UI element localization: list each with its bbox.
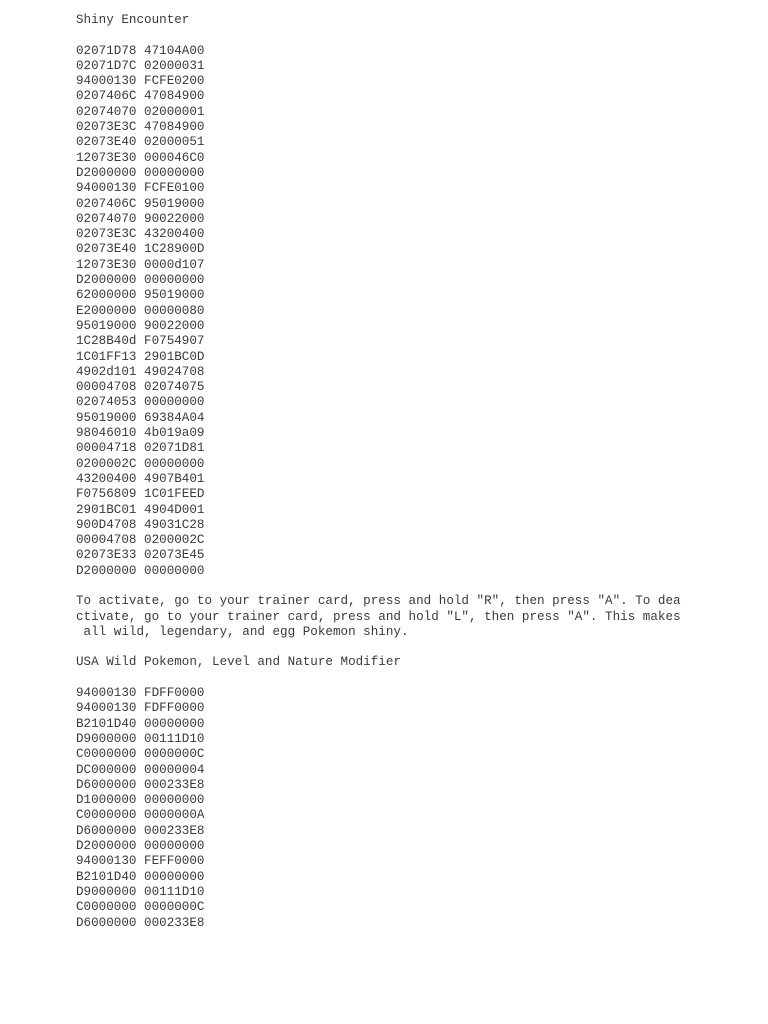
code-line: 94000130 FCFE0100 bbox=[76, 181, 205, 196]
code-line: 4902d101 49024708 bbox=[76, 364, 205, 379]
code-line: B2101D40 00000000 bbox=[76, 869, 205, 884]
code-line: D1000000 00000000 bbox=[76, 793, 205, 808]
code-line: 00004708 0200002C bbox=[76, 533, 205, 548]
code-line: DC000000 00000004 bbox=[76, 762, 205, 777]
blank-line bbox=[76, 640, 696, 655]
code-line: 98046010 4b019a09 bbox=[76, 426, 205, 441]
note-line: ctivate, go to your trainer card, press and hold "L", then press "A". This makes bbox=[76, 609, 681, 624]
code-line: C0000000 0000000A bbox=[76, 808, 205, 823]
code-line: D2000000 00000000 bbox=[76, 165, 205, 180]
code-line: 02074053 00000000 bbox=[76, 395, 205, 410]
note-line: all wild, legendary, and egg Pokemon shiny. bbox=[76, 624, 409, 639]
code-line: D6000000 000233E8 bbox=[76, 777, 205, 792]
code-line: 94000130 FDFF0000 bbox=[76, 686, 205, 701]
code-line: D2000000 00000000 bbox=[76, 273, 205, 288]
code-line: 94000130 FEFF0000 bbox=[76, 854, 205, 869]
code-line: D9000000 00111D10 bbox=[76, 731, 205, 746]
code-line: 900D4708 49031C28 bbox=[76, 517, 205, 532]
code-line: 94000130 FCFE0200 bbox=[76, 74, 205, 89]
code-line: 02074070 02000001 bbox=[76, 104, 205, 119]
note-line: To activate, go to your trainer card, press and hold "R", then press "A". To dea bbox=[76, 594, 681, 609]
code-line: 12073E30 0000d107 bbox=[76, 257, 205, 272]
code-line: D9000000 00111D10 bbox=[76, 884, 205, 899]
code-line: 02073E3C 47084900 bbox=[76, 120, 205, 135]
code-line: 43200400 4907B401 bbox=[76, 471, 205, 486]
code-line: 1C28B40d F0754907 bbox=[76, 334, 205, 349]
code-line: 1C01FF13 2901BC0D bbox=[76, 349, 205, 364]
code-line: 94000130 FDFF0000 bbox=[76, 701, 205, 716]
code-line: 2901BC01 4904D001 bbox=[76, 502, 205, 517]
code-line: 02073E40 1C28900D bbox=[76, 242, 205, 257]
code-line: 95019000 69384A04 bbox=[76, 410, 205, 425]
code-line: F0756809 1C01FEED bbox=[76, 487, 205, 502]
blank-line bbox=[76, 671, 696, 686]
code-line: 95019000 90022000 bbox=[76, 318, 205, 333]
code-line: D2000000 00000000 bbox=[76, 839, 205, 854]
code-line: D6000000 000233E8 bbox=[76, 823, 205, 838]
blank-line bbox=[76, 28, 696, 43]
code-line: D6000000 000233E8 bbox=[76, 915, 205, 930]
code-line: D2000000 00000000 bbox=[76, 563, 205, 578]
document-page bbox=[76, 13, 696, 931]
section-title-shiny-encounter: Shiny Encounter bbox=[76, 13, 190, 27]
code-line: 02074070 90022000 bbox=[76, 211, 205, 226]
code-line: 02071D78 47104A00 bbox=[76, 43, 205, 58]
code-list-wild-pokemon-modifier bbox=[76, 686, 696, 931]
code-line: C0000000 0000000C bbox=[76, 900, 205, 915]
code-list-shiny-encounter bbox=[76, 44, 696, 579]
code-line: 02073E40 02000051 bbox=[76, 135, 205, 150]
code-line: 00004718 02071D81 bbox=[76, 441, 205, 456]
activation-note bbox=[76, 594, 696, 640]
blank-line bbox=[76, 579, 696, 594]
code-line: E2000000 00000080 bbox=[76, 303, 205, 318]
code-line: C0000000 0000000C bbox=[76, 747, 205, 762]
code-line: B2101D40 00000000 bbox=[76, 716, 205, 731]
code-line: 02073E3C 43200400 bbox=[76, 227, 205, 242]
code-line: 00004708 02074075 bbox=[76, 380, 205, 395]
code-line: 62000000 95019000 bbox=[76, 288, 205, 303]
code-line: 12073E30 000046C0 bbox=[76, 150, 205, 165]
code-line: 0200002C 00000000 bbox=[76, 456, 205, 471]
code-line: 0207406C 47084900 bbox=[76, 89, 205, 104]
code-line: 02073E33 02073E45 bbox=[76, 548, 205, 563]
code-line: 02071D7C 02000031 bbox=[76, 58, 205, 73]
code-line: 0207406C 95019000 bbox=[76, 196, 205, 211]
section-title-wild-pokemon-modifier: USA Wild Pokemon, Level and Nature Modifier bbox=[76, 655, 401, 670]
